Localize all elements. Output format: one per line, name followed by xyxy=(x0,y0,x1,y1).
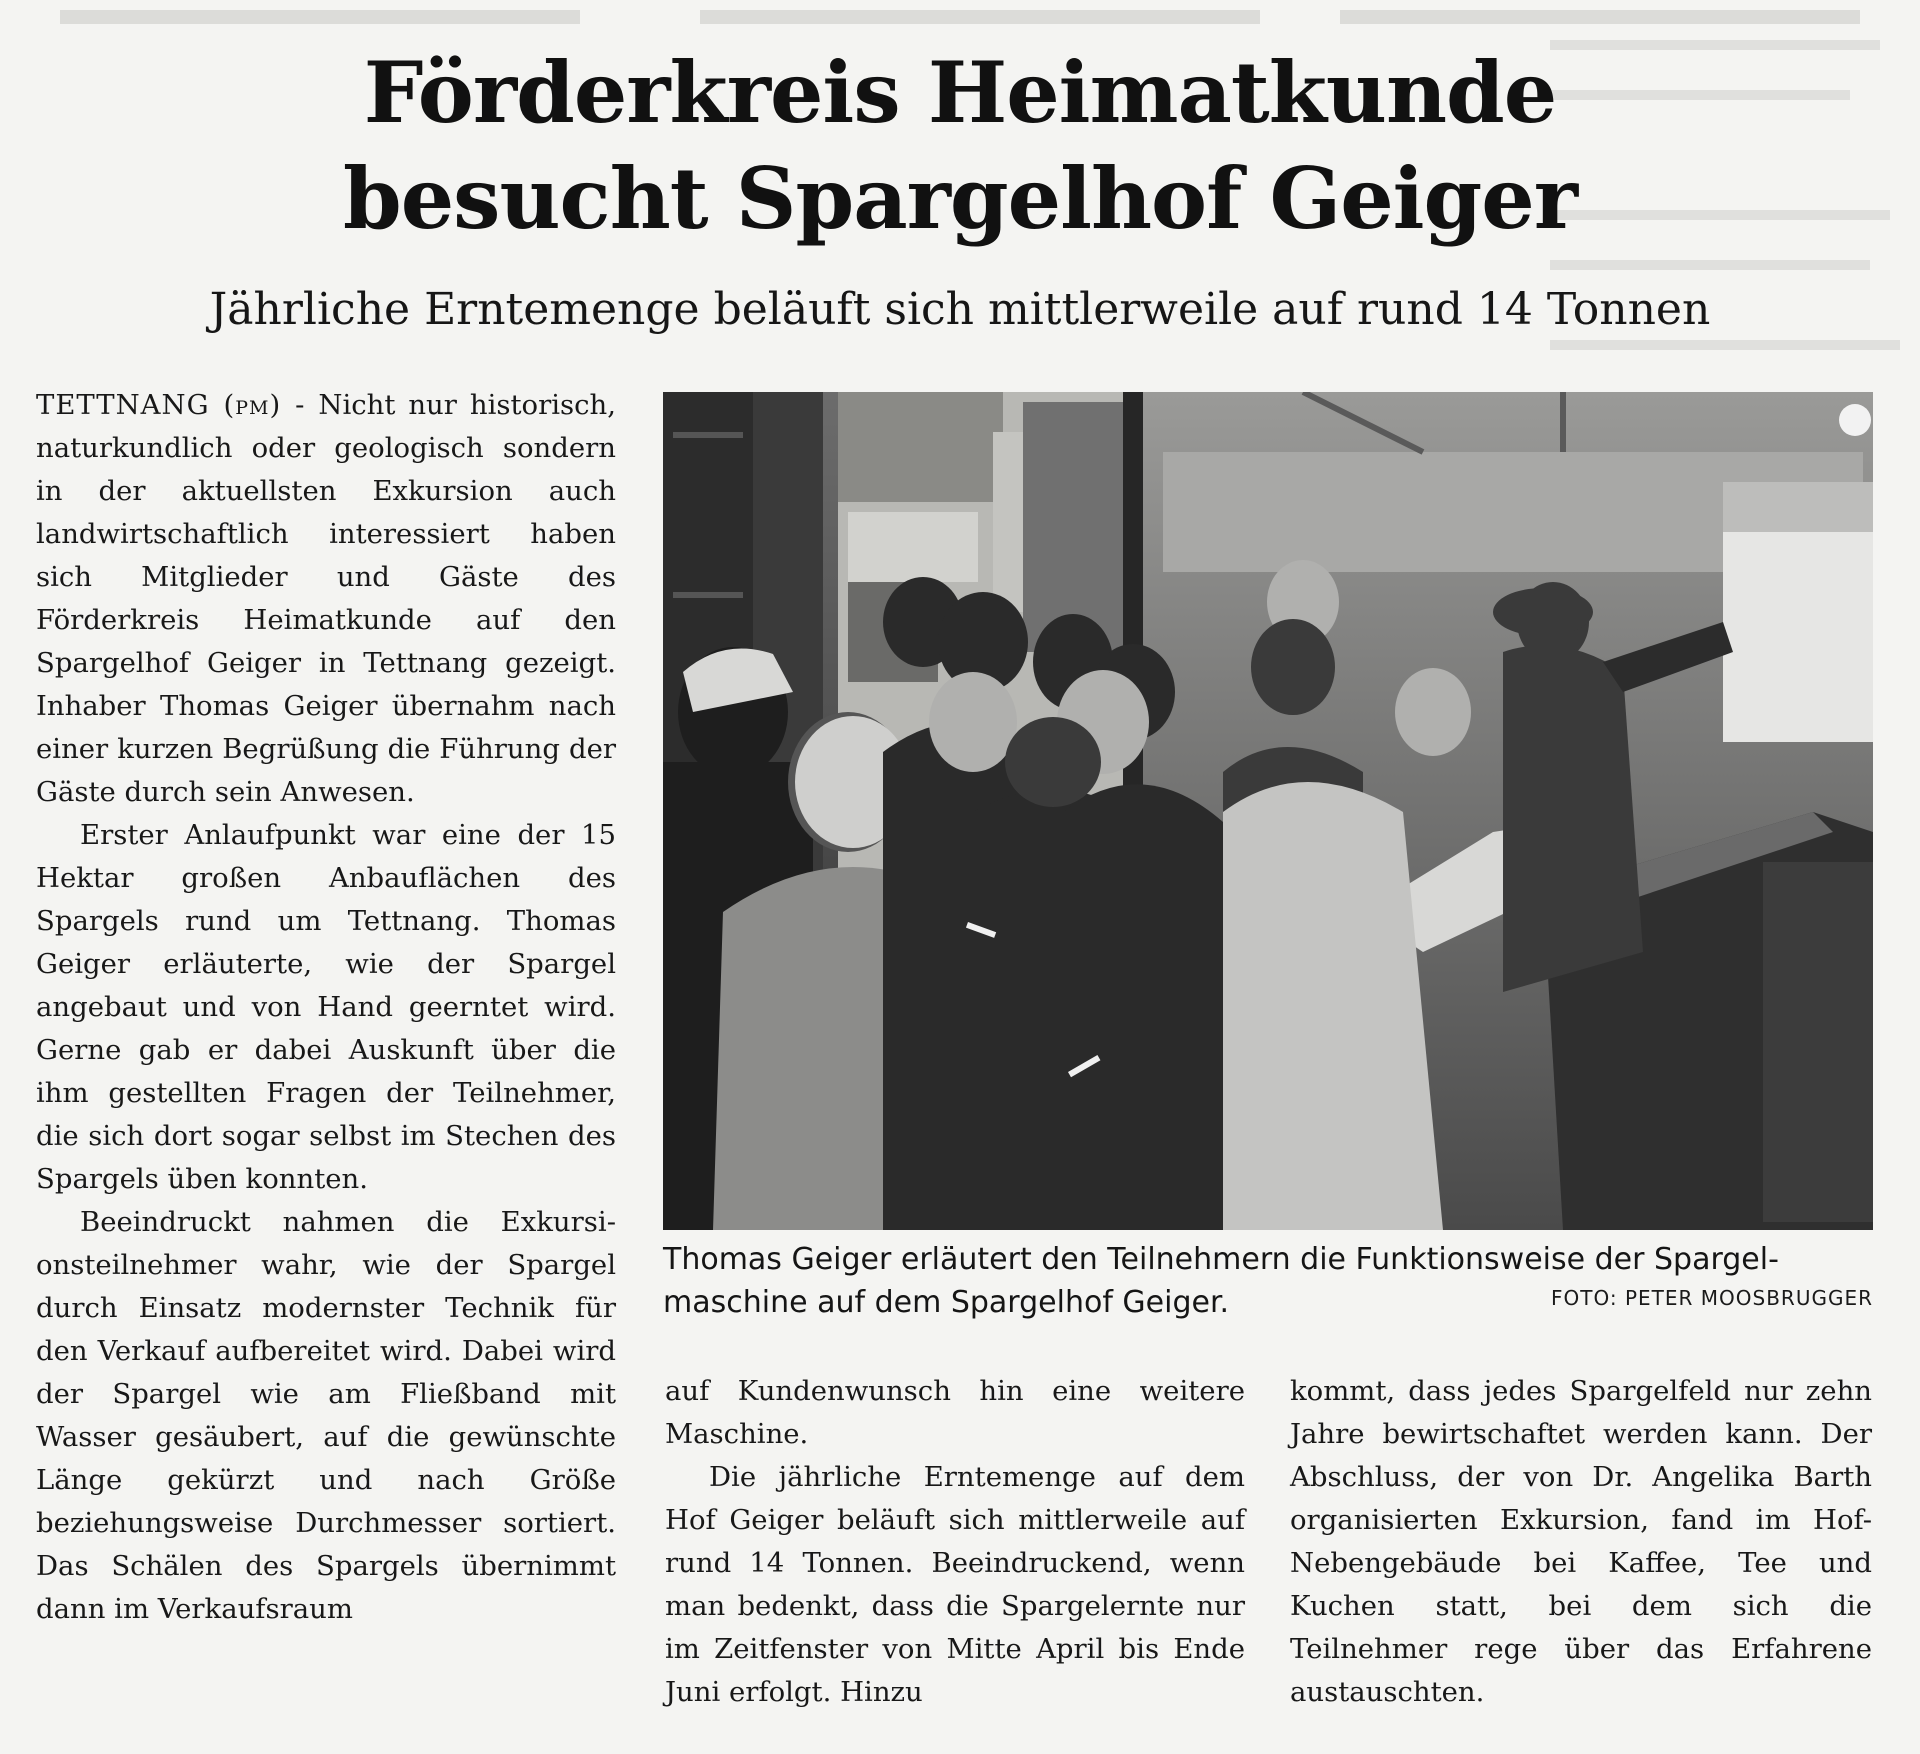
paragraph-1-text: Nicht nur historisch, naturkundlich oder geologisch sondern in der aktuellsten Exkursion auch landwirtschaftlich interessiert haben sich Mitglieder und Gäste des Förderkreis Heimatkunde auf den Spargelhof Geiger in Tettnang gezeigt. Inhaber Thomas Geiger übernahm nach einer kurzen Begrüßung die Führung der Gäste durch sein Anwesen. xyxy=(36,389,616,808)
paragraph-4: auf Kundenwunsch hin eine weitere Maschine. xyxy=(665,1375,1245,1450)
text-column-left xyxy=(36,384,616,1631)
photo-illustration xyxy=(663,392,1873,1230)
paragraph-2: Erster Anlaufpunkt war eine der 15 Hektar großen Anbauflächen des Spargels rund um Tettnang. Thomas Geiger erläuterte, wie der Spargel angebaut und von Hand geerntet wird. Gerne gab er dabei Auskunft über die ihm gestellten Fragen der Teilnehmer, die sich dort sogar selbst im Stechen des Spargels üben konnten. xyxy=(36,819,616,1195)
dateline: TETTNANG (pm) - xyxy=(36,389,306,421)
headline-line-2: besucht Spargelhof Geiger xyxy=(343,149,1577,248)
photo-credit: FOTO: PETER MOOSBRUGGER xyxy=(1551,1286,1873,1310)
article-subheadline: Jährliche Erntemenge beläuft sich mittlerweile auf rund 14 Tonnen xyxy=(209,284,1711,335)
paragraph-5: Die jährliche Erntemenge auf dem Hof Geiger beläuft sich mittlerweile auf rund 14 Tonnen. Beeindruckend, wenn man bedenkt, dass die Spargelernte nur im Zeitfenster von Mitte April bis Ende Juni erfolgt. Hinzu xyxy=(665,1461,1245,1708)
caption-text: Thomas Geiger erläutert den Teilnehmern die Funktionsweise der Spargelmaschine auf dem Spargelhof Geiger. xyxy=(663,1242,1779,1320)
headline-line-1: Förderkreis Heimatkunde xyxy=(363,43,1557,142)
photo-caption xyxy=(663,1238,1873,1324)
paragraph-6: kommt, dass jedes Spargelfeld nur zehn Jahre bewirtschaftet werden kann. Der Abschluss, der von Dr. Angelika Barth organisierten Exkursion, fand im Hof-Nebengebäude bei Kaffee, Tee und Kuchen statt, bei dem sich die Teilnehmer rege über das Erfahrene austauschten. xyxy=(1290,1375,1872,1708)
article-headline xyxy=(280,40,1640,252)
paragraph-1 xyxy=(36,384,616,814)
article-photo xyxy=(663,392,1873,1230)
text-column-middle xyxy=(665,1370,1245,1714)
paragraph-3: Beeindruckt nahmen die Exkursionsteilnehmer wahr, wie der Spargel durch Einsatz modernster Technik für den Verkauf aufbereitet wird. Dabei wird der Spargel wie am Fließband mit Wasser gesäubert, auf die gewünschte Länge gekürzt und nach Größe beziehungsweise Durchmesser sortiert. Das Schälen des Spargels übernimmt dann im Verkaufsraum xyxy=(36,1206,616,1625)
text-column-right xyxy=(1290,1370,1872,1714)
